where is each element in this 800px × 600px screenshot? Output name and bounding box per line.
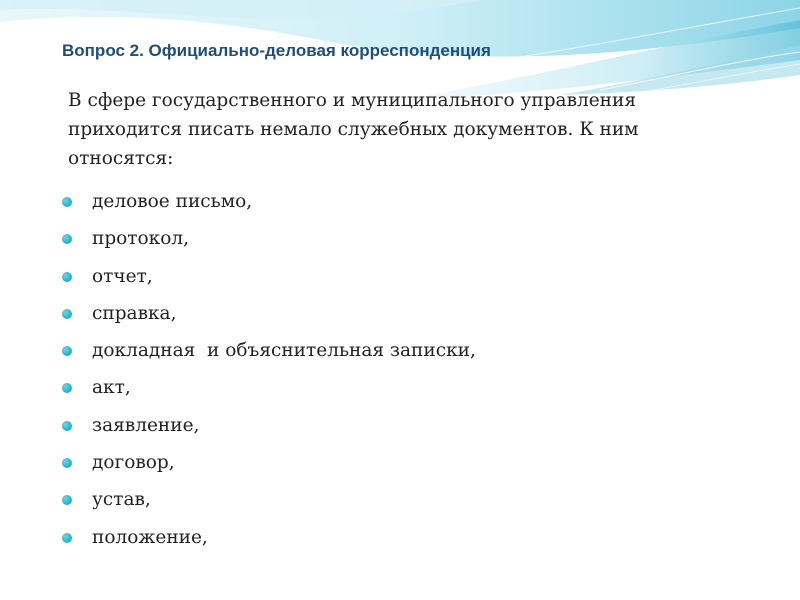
list-item-text: положение,: [92, 526, 208, 548]
list-item: [62, 410, 476, 447]
list-item: [62, 298, 476, 335]
list-item-text: деловое письмо,: [92, 191, 253, 212]
bullet-icon: [62, 272, 72, 282]
bullet-icon: [62, 533, 72, 543]
list-item: [62, 223, 476, 260]
list-item: [62, 186, 476, 223]
bullet-icon: [62, 309, 72, 319]
list-item: [62, 372, 476, 409]
list-item-text: заявление,: [92, 414, 200, 436]
list-item-text: отчет,: [92, 265, 153, 287]
list-item: [62, 484, 476, 521]
list-item: [62, 522, 476, 559]
intro-paragraph: В сфере государственного и муниципального управления приходится писать немало служебных документов. К ним относятся:: [68, 90, 639, 169]
list-item-text: докладная и объяснительная записки,: [92, 340, 476, 362]
bullet-icon: [62, 346, 72, 356]
bullet-icon: [62, 458, 72, 468]
list-item: [62, 447, 476, 484]
document-list: [62, 186, 476, 559]
bullet-icon: [62, 495, 72, 505]
bullet-icon: [62, 197, 72, 207]
list-item-text: договор,: [92, 452, 175, 474]
list-item: [62, 335, 476, 372]
list-item: [62, 261, 476, 298]
list-item-text: акт,: [92, 377, 131, 399]
bullet-icon: [62, 383, 72, 393]
slide-title: Вопрос 2. Официально-деловая корреспонденция: [62, 41, 491, 60]
list-item-text: устав,: [92, 489, 151, 511]
bullet-icon: [62, 234, 72, 244]
list-item-text: протокол,: [92, 228, 190, 250]
list-item-text: справка,: [92, 302, 177, 324]
bullet-icon: [62, 421, 72, 431]
